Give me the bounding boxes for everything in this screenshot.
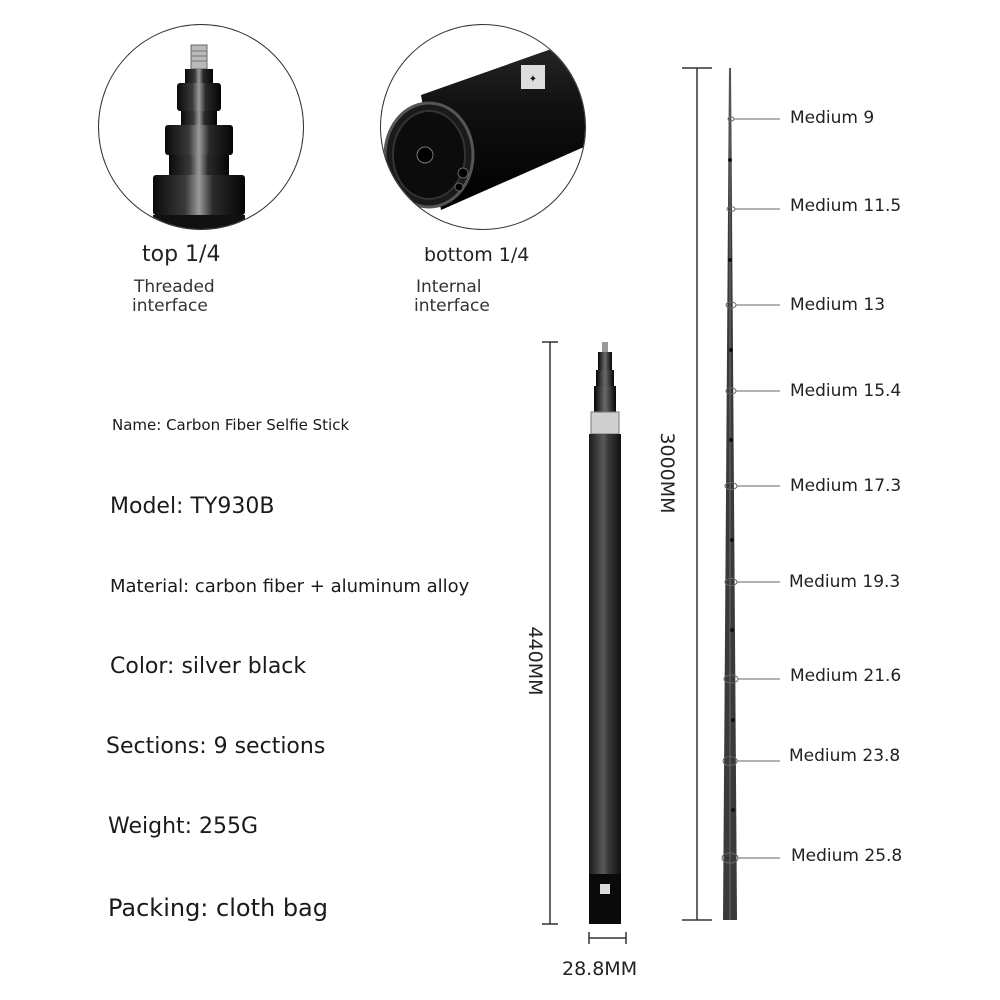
- extended-stick: [723, 68, 737, 920]
- spec-packing: Packing: cloth bag: [108, 894, 328, 922]
- top-interface-subtitle-2: interface: [132, 296, 208, 316]
- svg-text:✦: ✦: [528, 74, 538, 85]
- spec-weight: Weight: 255G: [108, 814, 259, 839]
- spec-name: Name: Carbon Fiber Selfie Stick: [112, 416, 350, 434]
- bottom-interface-title: bottom 1/4: [424, 244, 530, 266]
- top-interface-title: top 1/4: [142, 242, 221, 267]
- spec-color: Color: silver black: [110, 654, 307, 679]
- section-diameter-label: Medium 23.8: [789, 746, 901, 766]
- spec-sections: Sections: 9 sections: [106, 734, 326, 759]
- collapsed-stick: [589, 342, 621, 924]
- spec-material: Material: carbon fiber + aluminum alloy: [110, 576, 470, 597]
- diameter-dimension-line: [589, 932, 626, 944]
- bottom-interface-subtitle-1: Internal: [416, 277, 482, 297]
- diameter-label: 28.8MM: [562, 958, 638, 980]
- section-diameter-label: Medium 15.4: [790, 381, 902, 401]
- section-diameter-label: Medium 13: [790, 295, 886, 315]
- section-diameter-label: Medium 11.5: [790, 196, 902, 216]
- extended-length-dimension-line: [682, 68, 712, 920]
- extended-length-label: 3000MM: [656, 432, 678, 514]
- top-interface-subtitle-1: Threaded: [134, 277, 215, 297]
- section-diameter-label: Medium 17.3: [790, 476, 902, 496]
- section-diameter-label: Medium 21.6: [790, 666, 902, 686]
- section-diameter-label: Medium 25.8: [791, 846, 903, 866]
- section-diameter-label: Medium 9: [790, 108, 875, 128]
- collapsed-length-label: 440MM: [524, 626, 546, 696]
- spec-model: Model: TY930B: [110, 494, 275, 519]
- bottom-interface-subtitle-2: interface: [414, 296, 490, 316]
- section-diameter-label: Medium 19.3: [789, 572, 901, 592]
